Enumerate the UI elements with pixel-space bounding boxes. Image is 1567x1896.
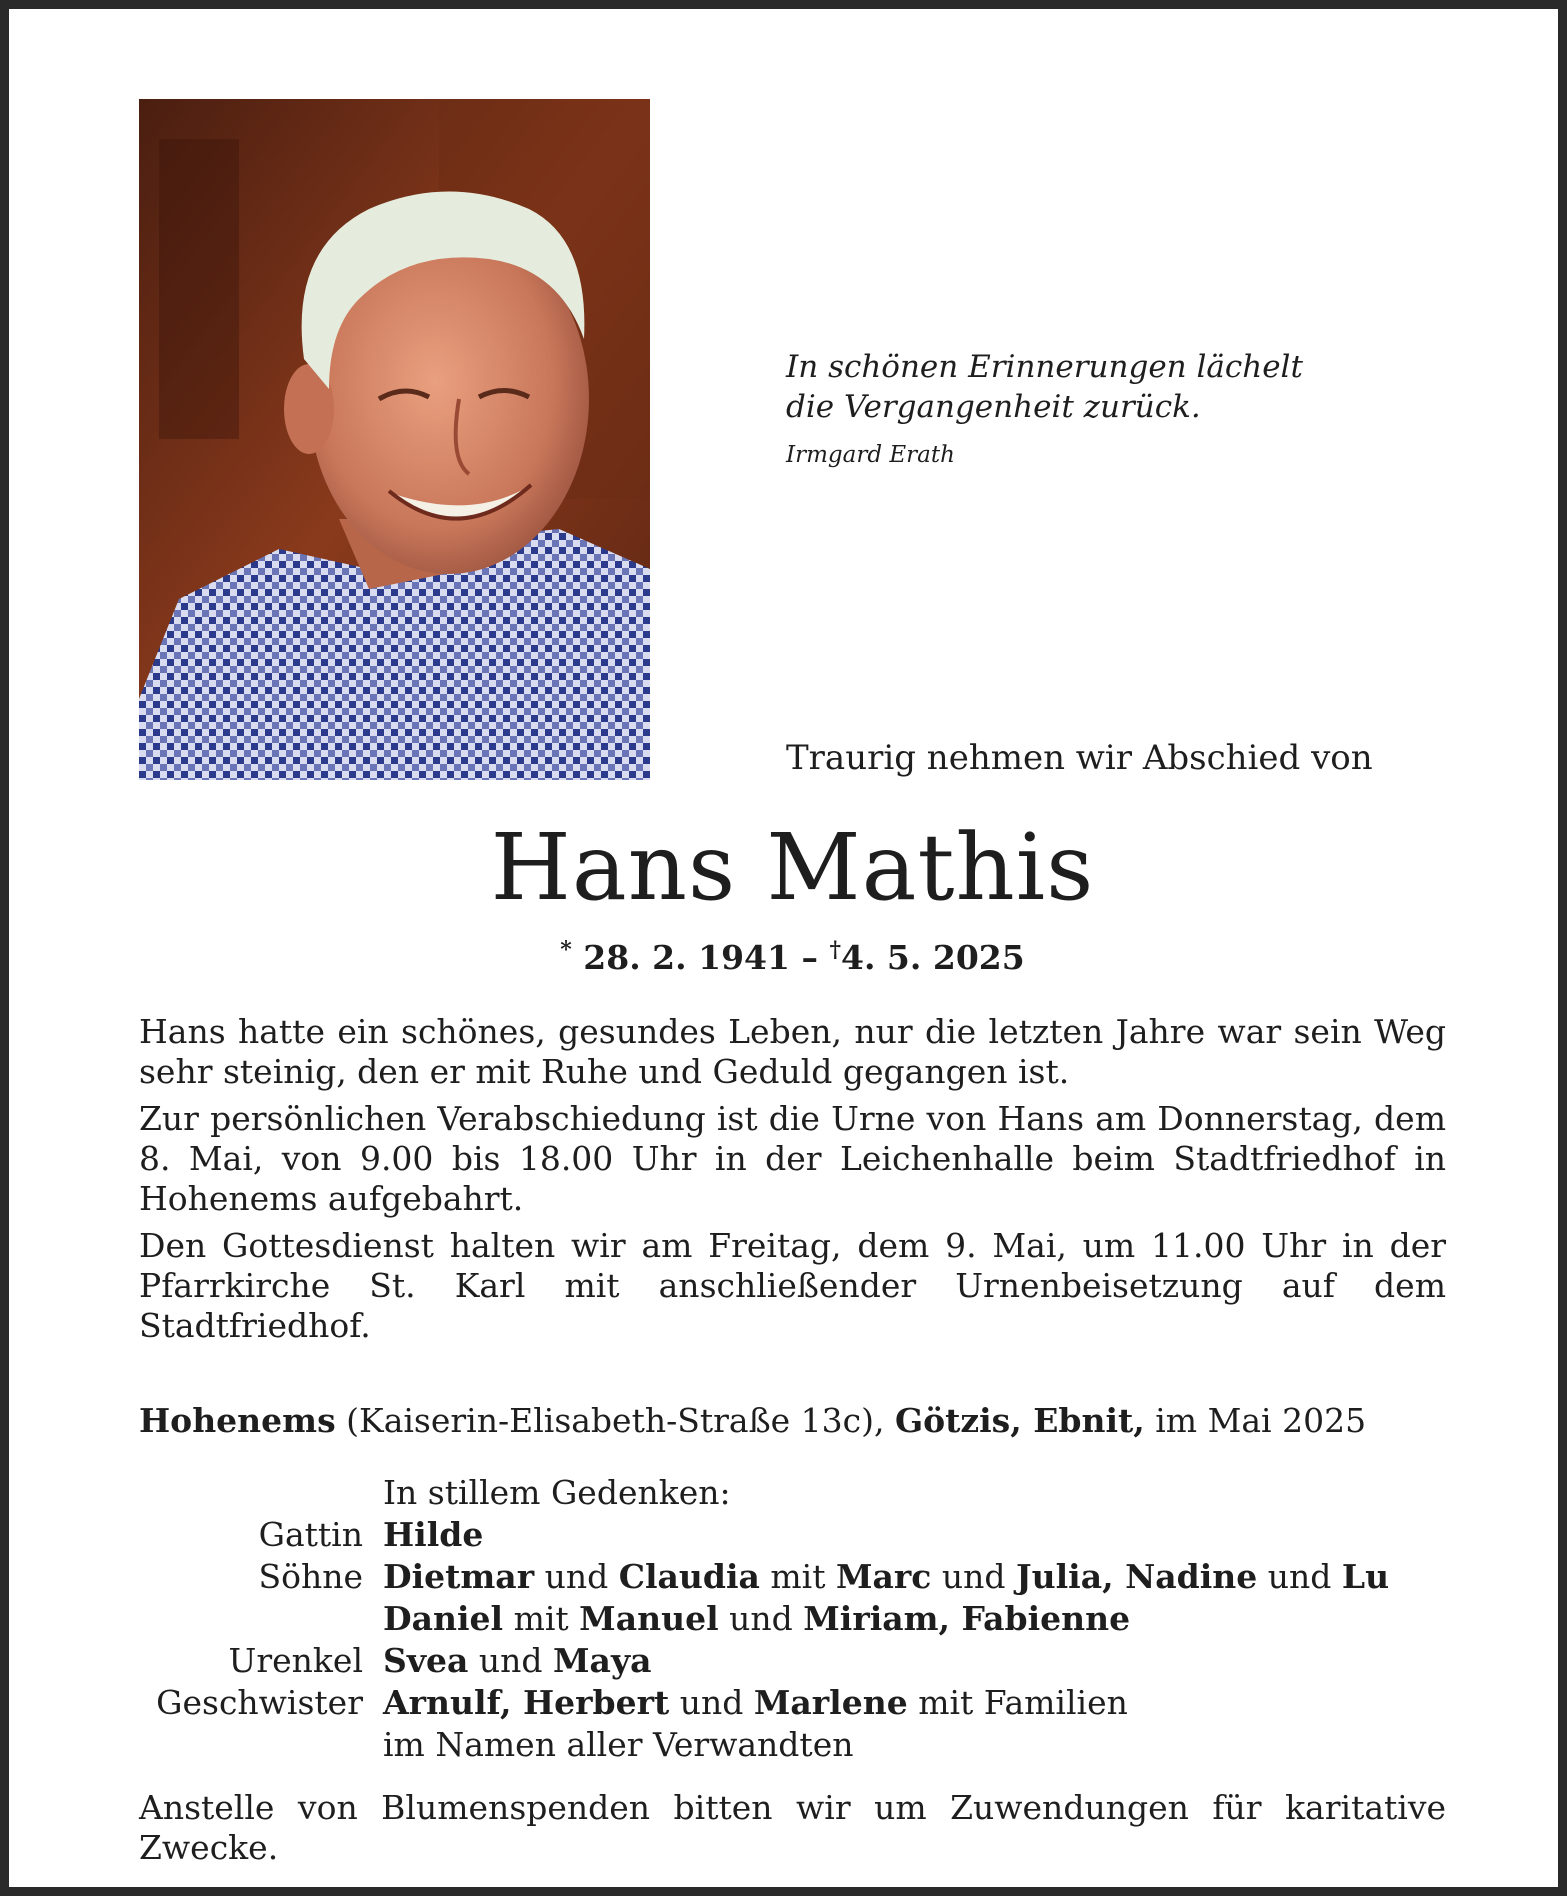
birth-date: 28. 2. 1941: [583, 938, 790, 977]
place-date: im Mai 2025: [1155, 1401, 1367, 1440]
place-and-date: [139, 1401, 1446, 1441]
birth-symbol: *: [560, 937, 572, 963]
family-member: Maya: [553, 1641, 652, 1680]
family-row-soehne-2: [139, 1598, 1446, 1640]
family-label: Geschwister: [156, 1683, 363, 1722]
family-list: [139, 1472, 1446, 1766]
date-separator: –: [801, 938, 818, 977]
family-member: Julia, Nadine: [1016, 1557, 1258, 1596]
family-label: Söhne: [258, 1557, 363, 1596]
family-row-soehne: [139, 1556, 1446, 1598]
family-heading-row: [139, 1472, 1446, 1514]
family-member: Daniel: [383, 1599, 504, 1638]
place-town: Hohenems: [139, 1401, 336, 1440]
portrait-photo: [139, 99, 650, 780]
memorial-quote: [786, 347, 1346, 470]
deceased-name: Hans Mathis: [490, 814, 1095, 921]
place-others: Götzis, Ebnit,: [894, 1401, 1145, 1440]
family-member: Svea: [383, 1641, 469, 1680]
family-connector: und: [478, 1641, 543, 1680]
family-member: Claudia: [618, 1557, 760, 1596]
donation-note: Anstelle von Blumenspenden bitten wir um Zuwendungen für karitative Zwecke.: [139, 1788, 1446, 1867]
family-connector: und: [941, 1557, 1006, 1596]
family-footer-row: [139, 1724, 1446, 1766]
family-member: Lu: [1341, 1557, 1390, 1596]
family-label: Gattin: [258, 1515, 363, 1554]
family-row-geschwister: [139, 1682, 1446, 1724]
obituary-text: [139, 1012, 1446, 1353]
family-heading: In stillem Gedenken:: [383, 1473, 731, 1512]
death-date: 4. 5. 2025: [840, 938, 1025, 977]
family-footer: im Namen aller Verwandten: [383, 1725, 854, 1764]
quote-line-1: In schönen Erinnerungen lächelt: [786, 349, 1303, 385]
life-dates: [9, 937, 1567, 977]
family-row-gattin: [139, 1514, 1446, 1556]
family-connector: und: [544, 1557, 609, 1596]
paragraph-life: Hans hatte ein schönes, gesundes Leben, nur die letzten Jahre war sein Weg sehr steinig, den er mit Ruhe und Geduld gegangen ist.: [139, 1012, 1446, 1091]
family-connector: mit: [513, 1599, 569, 1638]
paragraph-service: Den Gottesdienst halten wir am Freitag, dem 9. Mai, um 11.00 Uhr in der Pfarrkirche St. Karl mit anschließender Urnenbeisetzung auf dem Stadtfriedhof.: [139, 1226, 1446, 1345]
family-member: Hilde: [383, 1515, 484, 1554]
family-connector: mit: [770, 1557, 826, 1596]
family-member: Miriam, Fabienne: [803, 1599, 1131, 1638]
family-member: Dietmar: [383, 1557, 535, 1596]
family-member: Arnulf, Herbert: [383, 1683, 670, 1722]
death-symbol: †: [829, 937, 841, 963]
family-connector: und: [729, 1599, 793, 1638]
family-label: Urenkel: [228, 1641, 363, 1680]
family-member: Marlene: [753, 1683, 908, 1722]
intro-line: Traurig nehmen wir Abschied von: [786, 738, 1373, 778]
quote-line-2: die Vergangenheit zurück.: [786, 389, 1201, 425]
family-member: Marc: [836, 1557, 932, 1596]
family-member: Manuel: [579, 1599, 719, 1638]
family-connector: mit Familien: [918, 1683, 1128, 1722]
quote-author: Irmgard Erath: [786, 442, 955, 468]
family-connector: und: [679, 1683, 744, 1722]
paragraph-farewell: Zur persönlichen Verabschiedung ist die Urne von Hans am Donnerstag, dem 8. Mai, von 9.00 bis 18.00 Uhr in der Leichenhalle beim Stadtfriedhof in Hohenems aufgebahrt.: [139, 1099, 1446, 1218]
place-address: (Kaiserin-Elisabeth-Straße 13c),: [346, 1401, 885, 1440]
family-row-urenkel: [139, 1640, 1446, 1682]
family-connector: und: [1267, 1557, 1332, 1596]
